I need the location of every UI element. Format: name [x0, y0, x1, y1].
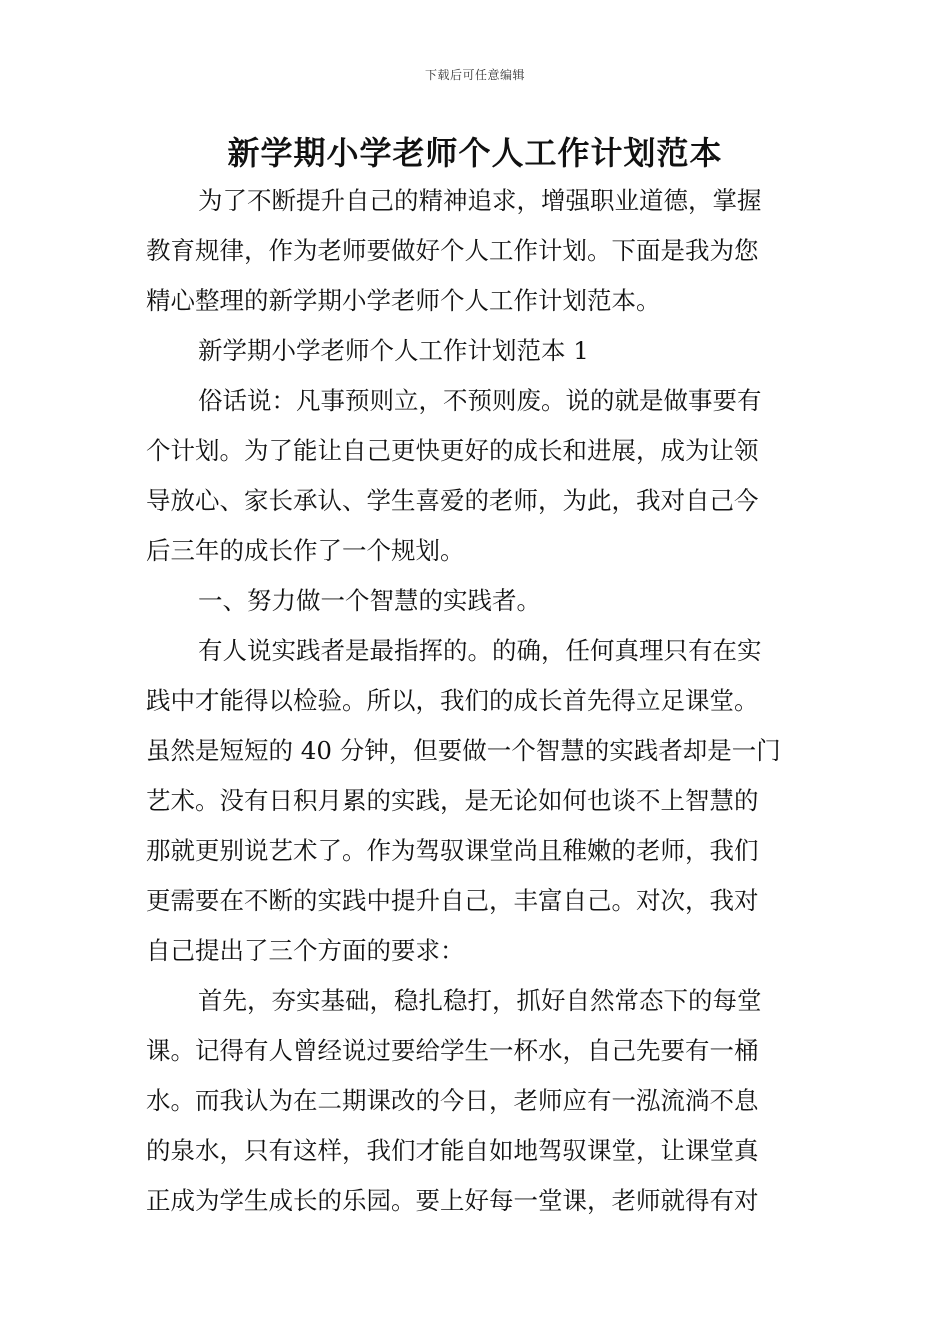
- text-line: 为了不断提升自己的精神追求，增强职业道德，掌握: [198, 186, 762, 215]
- text-line: 俗话说：凡事预则立，不预则废。说的就是做事要有: [198, 386, 762, 415]
- text-line: 个计划。为了能让自己更快更好的成长和进展，成为让领: [146, 436, 759, 465]
- text-line: 正成为学生成长的乐园。要上好每一堂课，老师就得有对: [146, 1186, 759, 1215]
- text-line: 导放心、家长承认、学生喜爱的老师，为此，我对自己今: [146, 486, 759, 515]
- text-line: 有人说实践者是最指挥的。的确，任何真理只有在实: [198, 636, 762, 665]
- text-line: 践中才能得以检验。所以，我们的成长首先得立足课堂。: [146, 686, 759, 715]
- text-line: 首先，夯实基础，稳扎稳打，抓好自然常态下的每堂: [198, 986, 762, 1015]
- document-body: [146, 176, 806, 1226]
- header-note: 下载后可任意编辑: [424, 68, 525, 82]
- text-line: 一、努力做一个智慧的实践者。: [198, 586, 541, 615]
- text-line: 虽然是短短的 40 分钟，但要做一个智慧的实践者却是一门: [146, 736, 781, 765]
- document-title: 新学期小学老师个人工作计划范本: [227, 134, 723, 172]
- text-line: 课。记得有人曾经说过要给学生一杯水，自己先要有一桶: [146, 1036, 759, 1065]
- text-line: 更需要在不断的实践中提升自己，丰富自己。对次，我对: [146, 886, 759, 915]
- text-line: 教育规律，作为老师要做好个人工作计划。下面是我为您: [146, 236, 759, 265]
- text-line: 精心整理的新学期小学老师个人工作计划范本。: [146, 286, 661, 315]
- text-line: 的泉水，只有这样，我们才能自如地驾驭课堂，让课堂真: [146, 1136, 759, 1165]
- text-line: 自己提出了三个方面的要求：: [146, 936, 465, 965]
- text-line: 后三年的成长作了一个规划。: [146, 536, 465, 565]
- text-line: 水。而我认为在二期课改的今日，老师应有一泓流淌不息: [146, 1086, 759, 1115]
- text-line: 那就更别说艺术了。作为驾驭课堂尚且稚嫩的老师，我们: [146, 836, 759, 865]
- text-line: 新学期小学老师个人工作计划范本 1: [198, 336, 589, 365]
- text-line: 艺术。没有日积月累的实践，是无论如何也谈不上智慧的: [146, 786, 759, 815]
